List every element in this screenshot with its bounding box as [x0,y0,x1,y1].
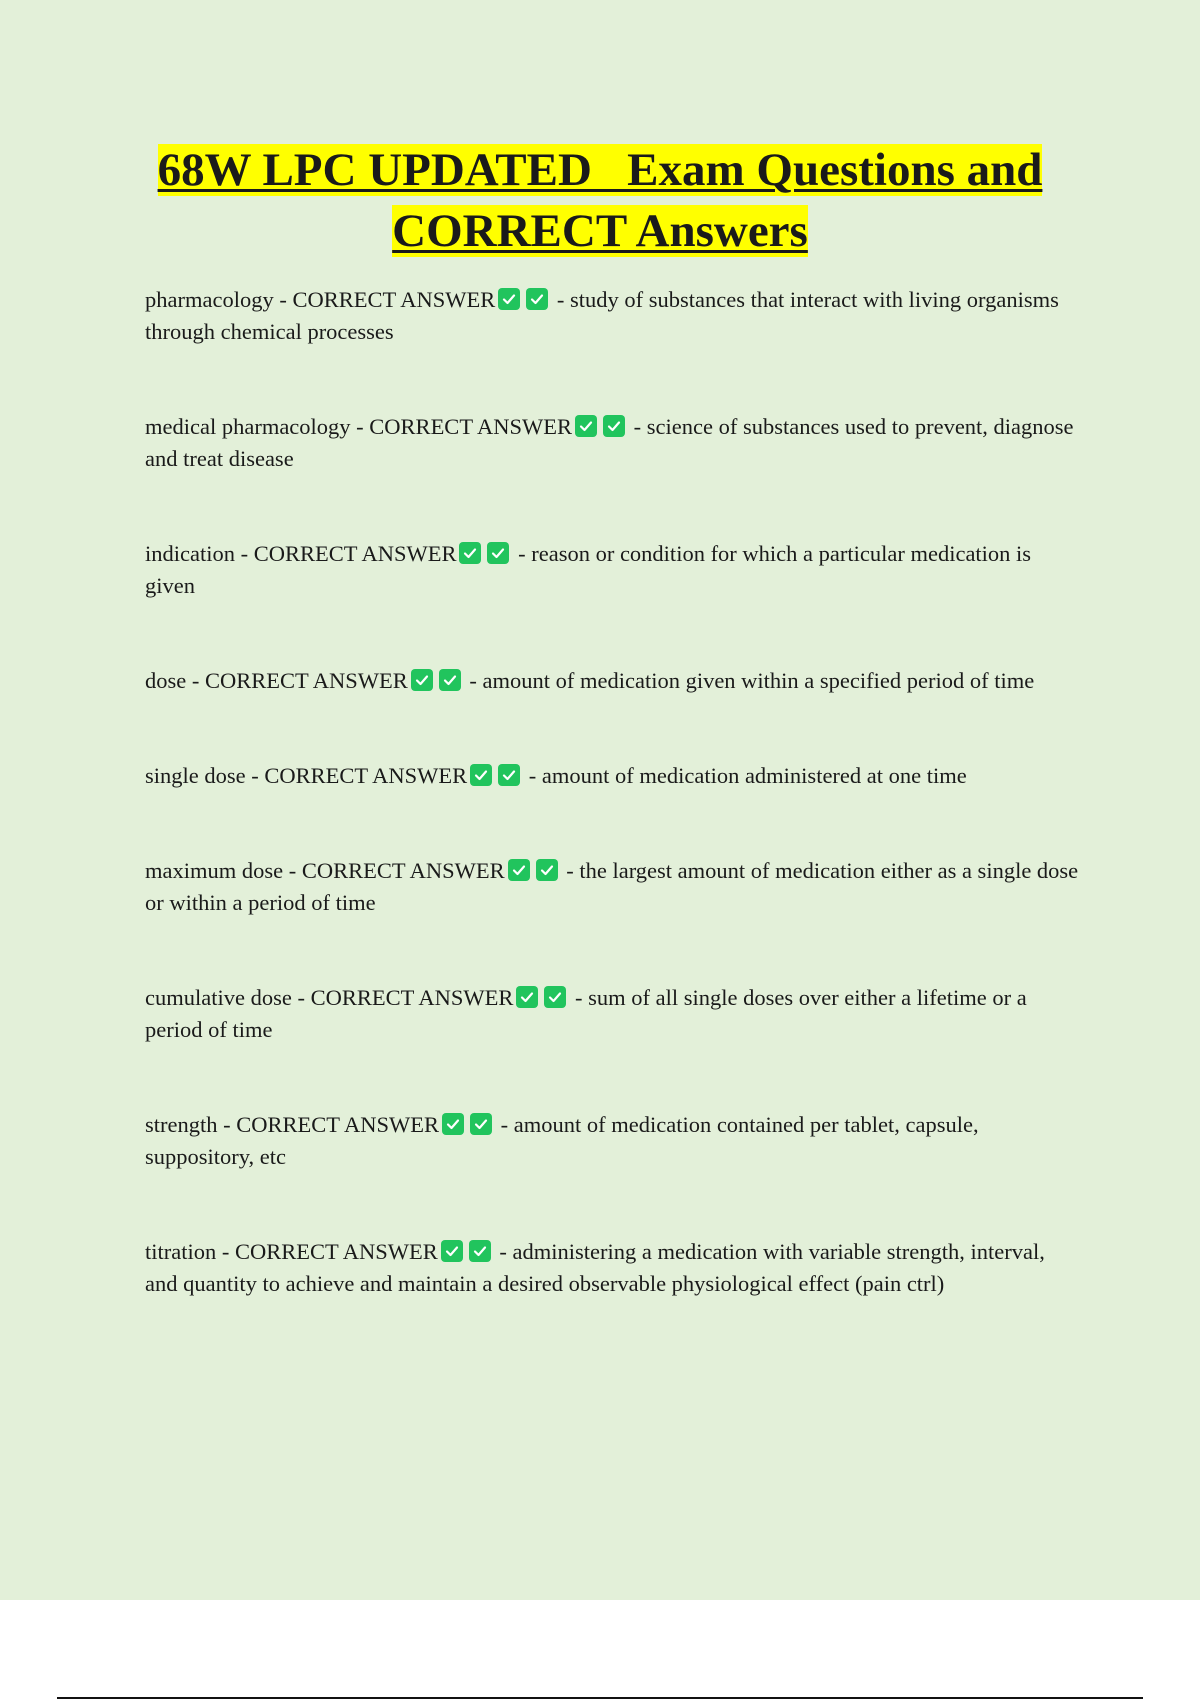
title-line-2: CORRECT Answers [392,205,808,257]
check-mark-icon [459,542,481,564]
check-mark-icon [498,288,520,310]
entry-term: pharmacology [145,287,274,312]
qa-entry: indication - CORRECT ANSWER - reason or condition for which a particular medication is given [145,541,1032,598]
entry-definition: sum of all single doses over either a lifetime or a period of time [145,985,1027,1042]
check-mark-icon [498,764,520,786]
qa-entry: medical pharmacology - CORRECT ANSWER - science of substances used to prevent, diagnose and treat disease [145,414,1074,471]
entry-term: single dose [145,763,246,788]
qa-entry: cumulative dose - CORRECT ANSWER - sum of all single doses over either a lifetime or a period of time [145,985,1027,1042]
title-line-1: 68W LPC UPDATED Exam Questions and [157,144,1043,196]
check-mark-icon [442,1113,464,1135]
entry-marker: CORRECT ANSWER [253,541,457,566]
qa-entry: titration - CORRECT ANSWER - administering a medication with variable strength, interval, and quantity to achieve and maintain a desired observable physiological effect (pain ctrl) [145,1239,1045,1296]
document-title [0,140,1200,262]
entry-marker: CORRECT ANSWER [205,668,408,693]
check-mark-icon [508,859,530,881]
entry-definition: amount of medication contained per tablet, capsule, suppository, etc [145,1112,979,1169]
qa-entry: dose - CORRECT ANSWER - amount of medication given within a specified period of time [145,668,1035,693]
check-mark-icon [470,1113,492,1135]
check-mark-icon [411,669,433,691]
check-mark-icon [526,288,548,310]
entry-marker: CORRECT ANSWER [310,985,514,1010]
entry-term: medical pharmacology [145,414,351,439]
entry-term: indication [145,541,235,566]
qa-entry: maximum dose - CORRECT ANSWER - the largest amount of medication either as a single dose or within a period of time [145,858,1079,915]
entry-marker: CORRECT ANSWER [301,858,505,883]
entry-marker: CORRECT ANSWER [264,763,468,788]
check-mark-icon [441,1240,463,1262]
qa-list [145,284,1080,1363]
check-mark-icon [516,986,538,1008]
qa-entry: strength - CORRECT ANSWER - amount of medication contained per tablet, capsule, suppository, etc [145,1112,979,1169]
check-mark-icon [439,669,461,691]
check-mark-icon [575,415,597,437]
entry-definition: reason or condition for which a particular medication is given [145,541,1032,598]
entry-marker: CORRECT ANSWER [235,1239,438,1264]
entry-marker: CORRECT ANSWER [369,414,573,439]
check-mark-icon [470,764,492,786]
entry-marker: CORRECT ANSWER [292,287,496,312]
entry-definition: amount of medication given within a specified period of time [482,668,1035,693]
qa-entry: pharmacology - CORRECT ANSWER - study of substances that interact with living organisms through chemical processes [145,287,1059,344]
check-mark-icon [544,986,566,1008]
entry-term: cumulative dose [145,985,292,1010]
entry-term: strength [145,1112,218,1137]
entry-term: titration [145,1239,217,1264]
check-mark-icon [487,542,509,564]
entry-definition: administering a medication with variable strength, interval, and quantity to achieve and maintain a desired observable physiological effect (pain ctrl) [145,1239,1045,1296]
check-mark-icon [536,859,558,881]
check-mark-icon [469,1240,491,1262]
entry-definition: study of substances that interact with living organisms through chemical processes [145,287,1059,344]
entry-term: dose [145,668,187,693]
entry-definition: science of substances used to prevent, diagnose and treat disease [145,414,1074,471]
qa-entry: single dose - CORRECT ANSWER - amount of medication administered at one time [145,763,967,788]
footer-divider [57,1697,1143,1699]
entry-term: maximum dose [145,858,284,883]
entry-marker: CORRECT ANSWER [236,1112,439,1137]
entry-definition: the largest amount of medication either as a single dose or within a period of time [145,858,1079,915]
check-mark-icon [603,415,625,437]
entry-definition: amount of medication administered at one time [541,763,967,788]
